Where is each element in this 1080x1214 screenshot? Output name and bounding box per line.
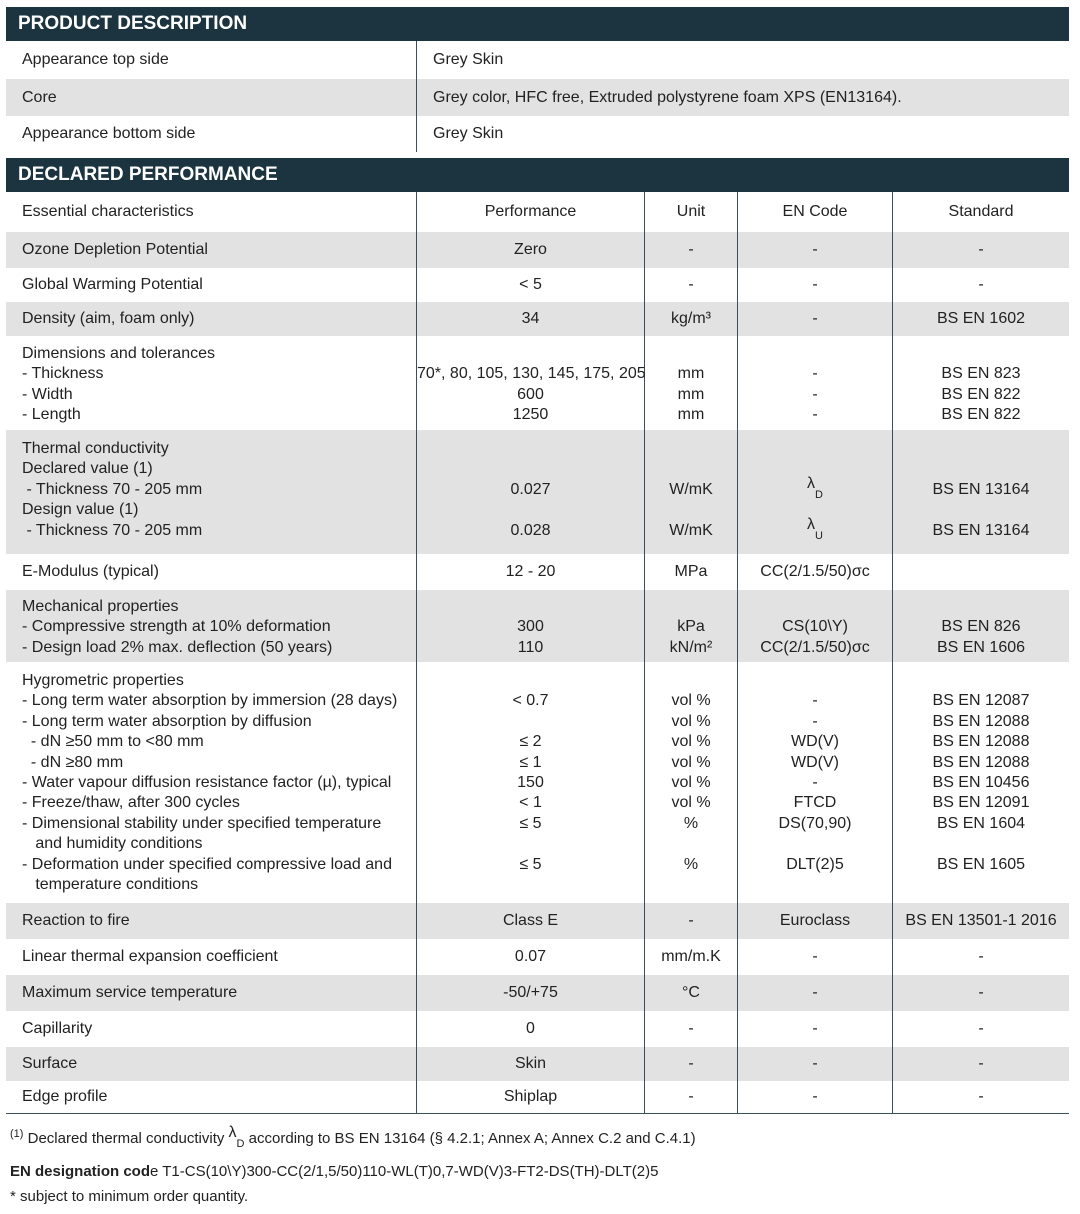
lambda-subscript: U bbox=[815, 529, 823, 542]
performance: Zero bbox=[417, 232, 645, 268]
sub-label: - Freeze/thaw, after 300 cycles bbox=[22, 794, 240, 812]
footnote-text-b: according to BS EN 13164 (§ 4.2.1; Annex A; Annex C.2 and C.4.1) bbox=[244, 1130, 696, 1147]
value bbox=[893, 834, 1069, 854]
col-header-en-code: EN Code bbox=[738, 192, 893, 232]
label bbox=[6, 554, 417, 590]
label-main: E-Modulus bbox=[22, 563, 99, 580]
section-title: Hygrometric properties bbox=[22, 672, 184, 689]
pd-label: Core bbox=[6, 79, 417, 116]
standard bbox=[893, 336, 1069, 430]
sub-label: temperature conditions bbox=[22, 875, 199, 893]
row-fire bbox=[6, 903, 1069, 939]
pd-value: Grey color, HFC free, Extruded polystyrene foam XPS (EN13164). bbox=[433, 88, 902, 106]
sub-label: - Length bbox=[22, 406, 81, 424]
subject-note: * subject to minimum order quantity. bbox=[10, 1188, 249, 1205]
sub-label: - dN ≥50 mm to <80 mm bbox=[22, 733, 204, 751]
value: 0.028 bbox=[510, 521, 551, 539]
label: Edge profile bbox=[6, 1081, 417, 1113]
footnote-mark: (1) bbox=[10, 1128, 24, 1140]
pd-row-bottom bbox=[6, 116, 1069, 152]
standard: - bbox=[978, 1020, 984, 1037]
designation-label: EN designation cod bbox=[10, 1163, 151, 1180]
value: - bbox=[812, 712, 818, 730]
value bbox=[645, 875, 737, 895]
unit: °C bbox=[645, 975, 738, 1011]
value bbox=[417, 834, 644, 854]
lambda-subscript: D bbox=[815, 488, 823, 501]
label bbox=[6, 430, 417, 554]
value bbox=[645, 834, 737, 854]
value: BS EN 826 bbox=[941, 618, 1021, 636]
sub-label: - Thickness 70 - 205 mm bbox=[22, 521, 203, 539]
designation-value: T1-CS(10\Y)300-CC(2/1,5/50)110-WL(T)0,7-WD(V)3-FT2-DS(TH)-DLT(2)5 bbox=[158, 1163, 659, 1180]
pd-value: Grey Skin bbox=[433, 125, 504, 142]
value: W/mK bbox=[669, 480, 713, 498]
pd-label: Appearance bottom side bbox=[6, 116, 417, 152]
value: FTCD bbox=[793, 794, 837, 812]
value: BS EN 12087 bbox=[932, 692, 1030, 710]
pd-row-top bbox=[6, 41, 1069, 79]
standard bbox=[893, 662, 1069, 903]
section-title: Mechanical properties bbox=[22, 598, 179, 615]
row-odp bbox=[6, 232, 1069, 268]
standard: - bbox=[978, 241, 984, 258]
sub-label: - Long term water absorption by immersion (28 days) bbox=[22, 692, 398, 710]
value: vol % bbox=[671, 692, 711, 710]
performance bbox=[417, 662, 645, 903]
row-density bbox=[6, 302, 1069, 336]
value: ≤ 5 bbox=[519, 814, 542, 832]
unit: - bbox=[645, 268, 738, 302]
value: ≤ 5 bbox=[519, 855, 542, 873]
standard: - bbox=[978, 948, 984, 965]
value: - bbox=[812, 406, 818, 424]
value: vol % bbox=[671, 753, 711, 771]
label: Linear thermal expansion coefficient bbox=[6, 939, 417, 975]
unit: MPa bbox=[645, 554, 738, 590]
en-code bbox=[738, 662, 893, 903]
standard: - bbox=[978, 1088, 984, 1105]
label bbox=[6, 662, 417, 903]
designation-label-tail: e bbox=[150, 1163, 159, 1180]
value: 110 bbox=[517, 638, 544, 656]
sub-label: - Width bbox=[22, 385, 73, 403]
en-code: - bbox=[738, 939, 893, 975]
label: Reaction to fire bbox=[6, 903, 417, 939]
lambda-symbol: λ bbox=[807, 474, 816, 492]
sub-label: - dN ≥80 mm bbox=[22, 753, 124, 771]
label bbox=[6, 302, 417, 336]
lambda-symbol: λ bbox=[228, 1124, 237, 1141]
en-code bbox=[738, 336, 893, 430]
value: DS(70,90) bbox=[778, 814, 852, 832]
column-header-row bbox=[6, 192, 1069, 232]
en-code: - bbox=[738, 1011, 893, 1047]
en-code: Euroclass bbox=[738, 903, 893, 939]
en-code: - bbox=[738, 302, 893, 336]
unit bbox=[645, 430, 738, 554]
value: ≤ 2 bbox=[519, 733, 542, 751]
performance: 34 bbox=[417, 302, 645, 336]
label-suffix: (typical) bbox=[98, 563, 159, 580]
section-title: Thermal conductivity bbox=[22, 440, 169, 457]
unit bbox=[645, 590, 738, 662]
value: kN/m² bbox=[669, 638, 713, 656]
table-bottom-rule bbox=[6, 1113, 1069, 1114]
sub-label: - Deformation under specified compressive load and bbox=[22, 855, 392, 873]
value: < 0.7 bbox=[512, 692, 549, 710]
label: Ozone Depletion Potential bbox=[6, 232, 417, 268]
en-code bbox=[738, 590, 893, 662]
performance: Shiplap bbox=[417, 1081, 645, 1113]
value: 1250 bbox=[512, 406, 549, 424]
footnote-text-a: Declared thermal conductivity bbox=[23, 1130, 229, 1147]
unit: mm/m.K bbox=[645, 939, 738, 975]
unit: - bbox=[645, 1047, 738, 1081]
lambda-symbol: λ bbox=[807, 515, 816, 533]
label: Global Warming Potential bbox=[6, 268, 417, 302]
value bbox=[417, 875, 644, 895]
value: BS EN 822 bbox=[941, 385, 1021, 403]
label: Surface bbox=[6, 1047, 417, 1081]
row-capillarity bbox=[6, 1011, 1069, 1047]
unit bbox=[645, 662, 738, 903]
sub-label: and humidity conditions bbox=[22, 835, 203, 853]
value: BS EN 13164 bbox=[932, 521, 1030, 539]
section-title: Dimensions and tolerances bbox=[22, 345, 215, 362]
pd-row-core bbox=[6, 79, 1069, 116]
sub-label: Declared value (1) bbox=[22, 460, 153, 478]
performance: -50/+75 bbox=[417, 975, 645, 1011]
value: % bbox=[683, 814, 699, 832]
value: vol % bbox=[671, 773, 711, 791]
value: BS EN 10456 bbox=[932, 773, 1030, 791]
value: mm bbox=[677, 406, 705, 424]
sub-label: - Water vapour diffusion resistance factor (µ), typical bbox=[22, 773, 392, 791]
sub-label: - Compressive strength at 10% deformation bbox=[22, 618, 331, 636]
sub-label: - Long term water absorption by diffusion bbox=[22, 712, 312, 730]
pd-value: Grey Skin bbox=[433, 51, 504, 68]
unit: - bbox=[645, 232, 738, 268]
value: BS EN 1604 bbox=[936, 814, 1026, 832]
value: BS EN 13164 bbox=[932, 480, 1030, 498]
en-code: - bbox=[738, 975, 893, 1011]
unit bbox=[645, 336, 738, 430]
row-surface bbox=[6, 1047, 1069, 1081]
value: BS EN 1605 bbox=[936, 855, 1026, 873]
col-header-performance: Performance bbox=[417, 192, 645, 232]
value: < 1 bbox=[519, 794, 542, 812]
performance: 0 bbox=[417, 1011, 645, 1047]
label bbox=[6, 590, 417, 662]
col-header-unit: Unit bbox=[645, 192, 738, 232]
performance: 12 - 20 bbox=[417, 554, 645, 590]
standard bbox=[893, 590, 1069, 662]
label: Maximum service temperature bbox=[6, 975, 417, 1011]
value: - bbox=[812, 385, 818, 403]
unit: - bbox=[645, 1011, 738, 1047]
value: CC(2/1.5/50)σc bbox=[760, 638, 870, 656]
value: CS(10\Y) bbox=[782, 618, 848, 636]
en-code: - bbox=[738, 268, 893, 302]
standard: - bbox=[978, 1055, 984, 1072]
value: W/mK bbox=[669, 521, 713, 539]
row-thermal bbox=[6, 430, 1069, 554]
col-header-standard: Standard bbox=[948, 203, 1014, 220]
value bbox=[417, 712, 644, 732]
label bbox=[6, 336, 417, 430]
en-code: CC(2/1.5/50)σc bbox=[738, 554, 893, 590]
standard: BS EN 1602 bbox=[936, 310, 1026, 327]
value: BS EN 12091 bbox=[932, 794, 1030, 812]
value bbox=[738, 875, 892, 895]
value: 150 bbox=[517, 773, 544, 791]
en-code bbox=[738, 430, 893, 554]
value: DLT(2)5 bbox=[786, 855, 844, 873]
row-max-temp bbox=[6, 975, 1069, 1011]
declared-performance-header: DECLARED PERFORMANCE bbox=[6, 158, 1069, 192]
en-code: - bbox=[738, 1047, 893, 1081]
label-main: Density bbox=[22, 310, 76, 327]
performance: Class E bbox=[417, 903, 645, 939]
performance bbox=[417, 336, 645, 430]
col-header-characteristics: Essential characteristics bbox=[6, 192, 417, 232]
unit: - bbox=[645, 903, 738, 939]
value: mm bbox=[677, 365, 705, 383]
value: BS EN 822 bbox=[941, 406, 1021, 424]
standard: - bbox=[978, 276, 984, 293]
unit: - bbox=[645, 1081, 738, 1113]
value: vol % bbox=[671, 712, 711, 730]
footnote-1 bbox=[10, 1124, 696, 1150]
label-suffix: (aim, foam only) bbox=[75, 310, 195, 327]
sub-label: - Thickness 70 - 205 mm bbox=[22, 480, 203, 498]
performance: < 5 bbox=[417, 268, 645, 302]
value: BS EN 12088 bbox=[932, 712, 1030, 730]
row-dimensions bbox=[6, 336, 1069, 430]
value: - bbox=[812, 365, 818, 383]
value: vol % bbox=[671, 794, 711, 812]
row-mechanical bbox=[6, 590, 1069, 662]
value bbox=[893, 875, 1069, 895]
performance: 0.07 bbox=[417, 939, 645, 975]
value bbox=[738, 834, 892, 854]
value: mm bbox=[677, 385, 705, 403]
value bbox=[738, 474, 892, 501]
standard: BS EN 13501-1 2016 bbox=[905, 912, 1057, 929]
value: WD(V) bbox=[791, 733, 839, 751]
value: - bbox=[812, 692, 818, 710]
value bbox=[738, 515, 892, 542]
pd-label: Appearance top side bbox=[6, 41, 417, 79]
sub-label: - Design load 2% max. deflection (50 years) bbox=[22, 638, 333, 656]
value: BS EN 823 bbox=[941, 365, 1021, 383]
standard bbox=[893, 554, 1069, 590]
en-code: - bbox=[738, 232, 893, 268]
value: BS EN 12088 bbox=[932, 753, 1030, 771]
label: Capillarity bbox=[6, 1011, 417, 1047]
value: kPa bbox=[677, 618, 705, 636]
row-edge-profile bbox=[6, 1081, 1069, 1113]
value: 70*, 80, 105, 130, 145, 175, 205 bbox=[417, 365, 646, 383]
value: 300 bbox=[517, 618, 544, 636]
row-emodulus bbox=[6, 554, 1069, 590]
row-hygrometric bbox=[6, 662, 1069, 903]
en-code: - bbox=[738, 1081, 893, 1113]
value: vol % bbox=[671, 733, 711, 751]
lambda-subscript: D bbox=[236, 1138, 245, 1150]
value: ≤ 1 bbox=[519, 753, 542, 771]
value: WD(V) bbox=[791, 753, 839, 771]
value: 0.027 bbox=[510, 480, 551, 498]
value: BS EN 1606 bbox=[936, 638, 1026, 656]
sub-label: - Thickness bbox=[22, 365, 104, 383]
standard: - bbox=[978, 984, 984, 1001]
value: % bbox=[683, 855, 699, 873]
sub-label: Design value (1) bbox=[22, 501, 139, 519]
performance bbox=[417, 590, 645, 662]
unit: kg/m³ bbox=[645, 302, 738, 336]
sub-label: - Dimensional stability under specified temperature bbox=[22, 814, 382, 832]
value: BS EN 12088 bbox=[932, 733, 1030, 751]
performance: Skin bbox=[417, 1047, 645, 1081]
value: 600 bbox=[517, 385, 544, 403]
en-designation bbox=[10, 1163, 658, 1180]
value: - bbox=[812, 773, 818, 791]
performance bbox=[417, 430, 645, 554]
product-description-header: PRODUCT DESCRIPTION bbox=[6, 7, 1069, 41]
standard bbox=[893, 430, 1069, 554]
row-gwp bbox=[6, 268, 1069, 302]
row-linear-expansion bbox=[6, 939, 1069, 975]
